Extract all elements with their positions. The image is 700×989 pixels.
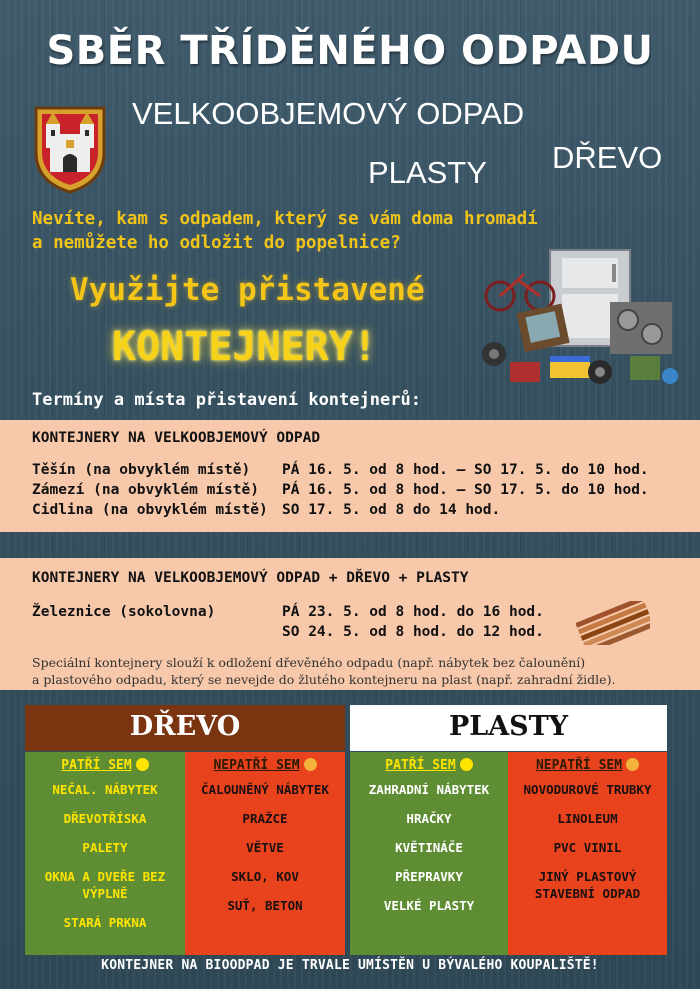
question-line-2: a nemůžete ho odložit do popelnice? — [32, 233, 401, 253]
sad-face-icon — [626, 758, 639, 771]
row-place: Železnice (sokolovna) — [32, 604, 216, 620]
subtitle-wood: DŘEVO — [552, 140, 663, 175]
schedule-heading: Termíny a místa přistavení kontejnerů: — [32, 390, 421, 410]
note-line-2: a plastového odpadu, který se nevejde do žlutého kontejneru na plast (např. zahradní židle). — [32, 672, 616, 687]
schedule-row — [32, 482, 649, 498]
town-crest-icon — [30, 100, 110, 196]
list-item: HRAČKY — [406, 811, 452, 826]
panel-2-note — [32, 654, 672, 688]
panel-1-heading: KONTEJNERY NA VELKOOBJEMOVÝ ODPAD — [32, 430, 321, 446]
schedule-row — [32, 462, 649, 478]
footer-notice: KONTEJNER NA BIOODPAD JE TRVALE UMÍSTĚN U BÝVALÉHO KOUPALIŠTĚ! — [101, 958, 599, 973]
list-item: KVĚTINÁČE — [395, 840, 463, 855]
list-item: OKNA A DVEŘE BEZ VÝPLNĚ — [44, 869, 166, 901]
list-item: LINOLEUM — [557, 811, 618, 826]
note-line-1: Speciální kontejnery slouží k odložení dřevěného odpadu (např. nábytek bez čalounění) — [32, 655, 586, 670]
plastic-belongs-heading — [350, 758, 508, 773]
wood-belongs-heading — [25, 758, 185, 773]
happy-face-icon — [460, 758, 473, 771]
question-line-1: Nevíte, kam s odpadem, který se vám doma hromadí — [32, 209, 538, 229]
row-place: Cidlina (na obvyklém místě) — [32, 502, 268, 518]
happy-face-icon — [136, 758, 149, 771]
list-item: JINÝ PLASTOVÝ STAVEBNÍ ODPAD — [534, 869, 641, 901]
list-item: SUŤ, BETON — [227, 898, 303, 913]
schedule-row — [32, 624, 544, 640]
belongs-label: PATŘÍ SEM — [61, 758, 132, 773]
subtitle-plastic: PLASTY — [368, 155, 487, 190]
bulky-waste-panel — [0, 420, 700, 532]
list-item: PVC VINIL — [553, 840, 622, 855]
schedule-row — [32, 604, 544, 620]
row-time: SO 17. 5. od 8 do 14 hod. — [282, 502, 501, 518]
list-item: PALETY — [82, 840, 128, 855]
panel-2-heading: KONTEJNERY NA VELKOOBJEMOVÝ ODPAD + DŘEVO + PLASTY — [32, 570, 469, 586]
plastic-header: PLASTY — [350, 705, 667, 751]
list-item: VĚTVE — [246, 840, 284, 855]
junk-pile-icon — [480, 244, 685, 394]
wood-planks-icon — [576, 601, 650, 645]
cta-line-2: KONTEJNERY! — [112, 324, 377, 370]
list-item: NOVODUROVÉ TRUBKY — [523, 782, 652, 797]
wood-not-heading — [185, 758, 345, 773]
not-label: NEPATŘÍ SEM — [535, 758, 623, 773]
row-time: PÁ 16. 5. od 8 hod. – SO 17. 5. do 10 hod. — [282, 462, 649, 478]
list-item: PŘEPRAVKY — [395, 869, 463, 884]
row-place: Těšín (na obvyklém místě) — [32, 462, 251, 478]
row-time: SO 24. 5. od 8 hod. do 12 hod. — [282, 624, 544, 640]
wood-header: DŘEVO — [25, 705, 345, 751]
list-item: SKLO, KOV — [231, 869, 299, 884]
list-item: PRAŽCE — [242, 811, 288, 826]
list-item: ZAHRADNÍ NÁBYTEK — [368, 782, 490, 797]
not-label: NEPATŘÍ SEM — [213, 758, 300, 773]
list-item: VELKÉ PLASTY — [383, 898, 475, 913]
wood-not-column — [185, 752, 345, 955]
row-time: PÁ 16. 5. od 8 hod. – SO 17. 5. do 10 hod. — [282, 482, 649, 498]
sad-face-icon — [304, 758, 317, 771]
list-item: NEČAL. NÁBYTEK — [52, 782, 158, 797]
special-containers-panel — [0, 558, 700, 690]
subtitle-bulky: VELKOOBJEMOVÝ ODPAD — [132, 96, 525, 131]
plastic-belongs-column — [350, 752, 508, 955]
plastic-not-column — [508, 752, 667, 955]
row-time: PÁ 23. 5. od 8 hod. do 16 hod. — [282, 604, 544, 620]
list-item: STARÁ PRKNA — [63, 915, 147, 930]
cta-line-1: Využijte přistavené — [70, 272, 425, 308]
plastic-not-heading — [508, 758, 667, 773]
schedule-row — [32, 502, 500, 518]
wood-belongs-column — [25, 752, 185, 955]
list-item: ČALOUNĚNÝ NÁBYTEK — [201, 782, 329, 797]
poster-title: SBĚR TŘÍDĚNÉHO ODPADU — [46, 28, 654, 74]
belongs-label: PATŘÍ SEM — [385, 758, 456, 773]
list-item: DŘEVOTŘÍSKA — [63, 811, 147, 826]
row-place: Zámezí (na obvyklém místě) — [32, 482, 259, 498]
